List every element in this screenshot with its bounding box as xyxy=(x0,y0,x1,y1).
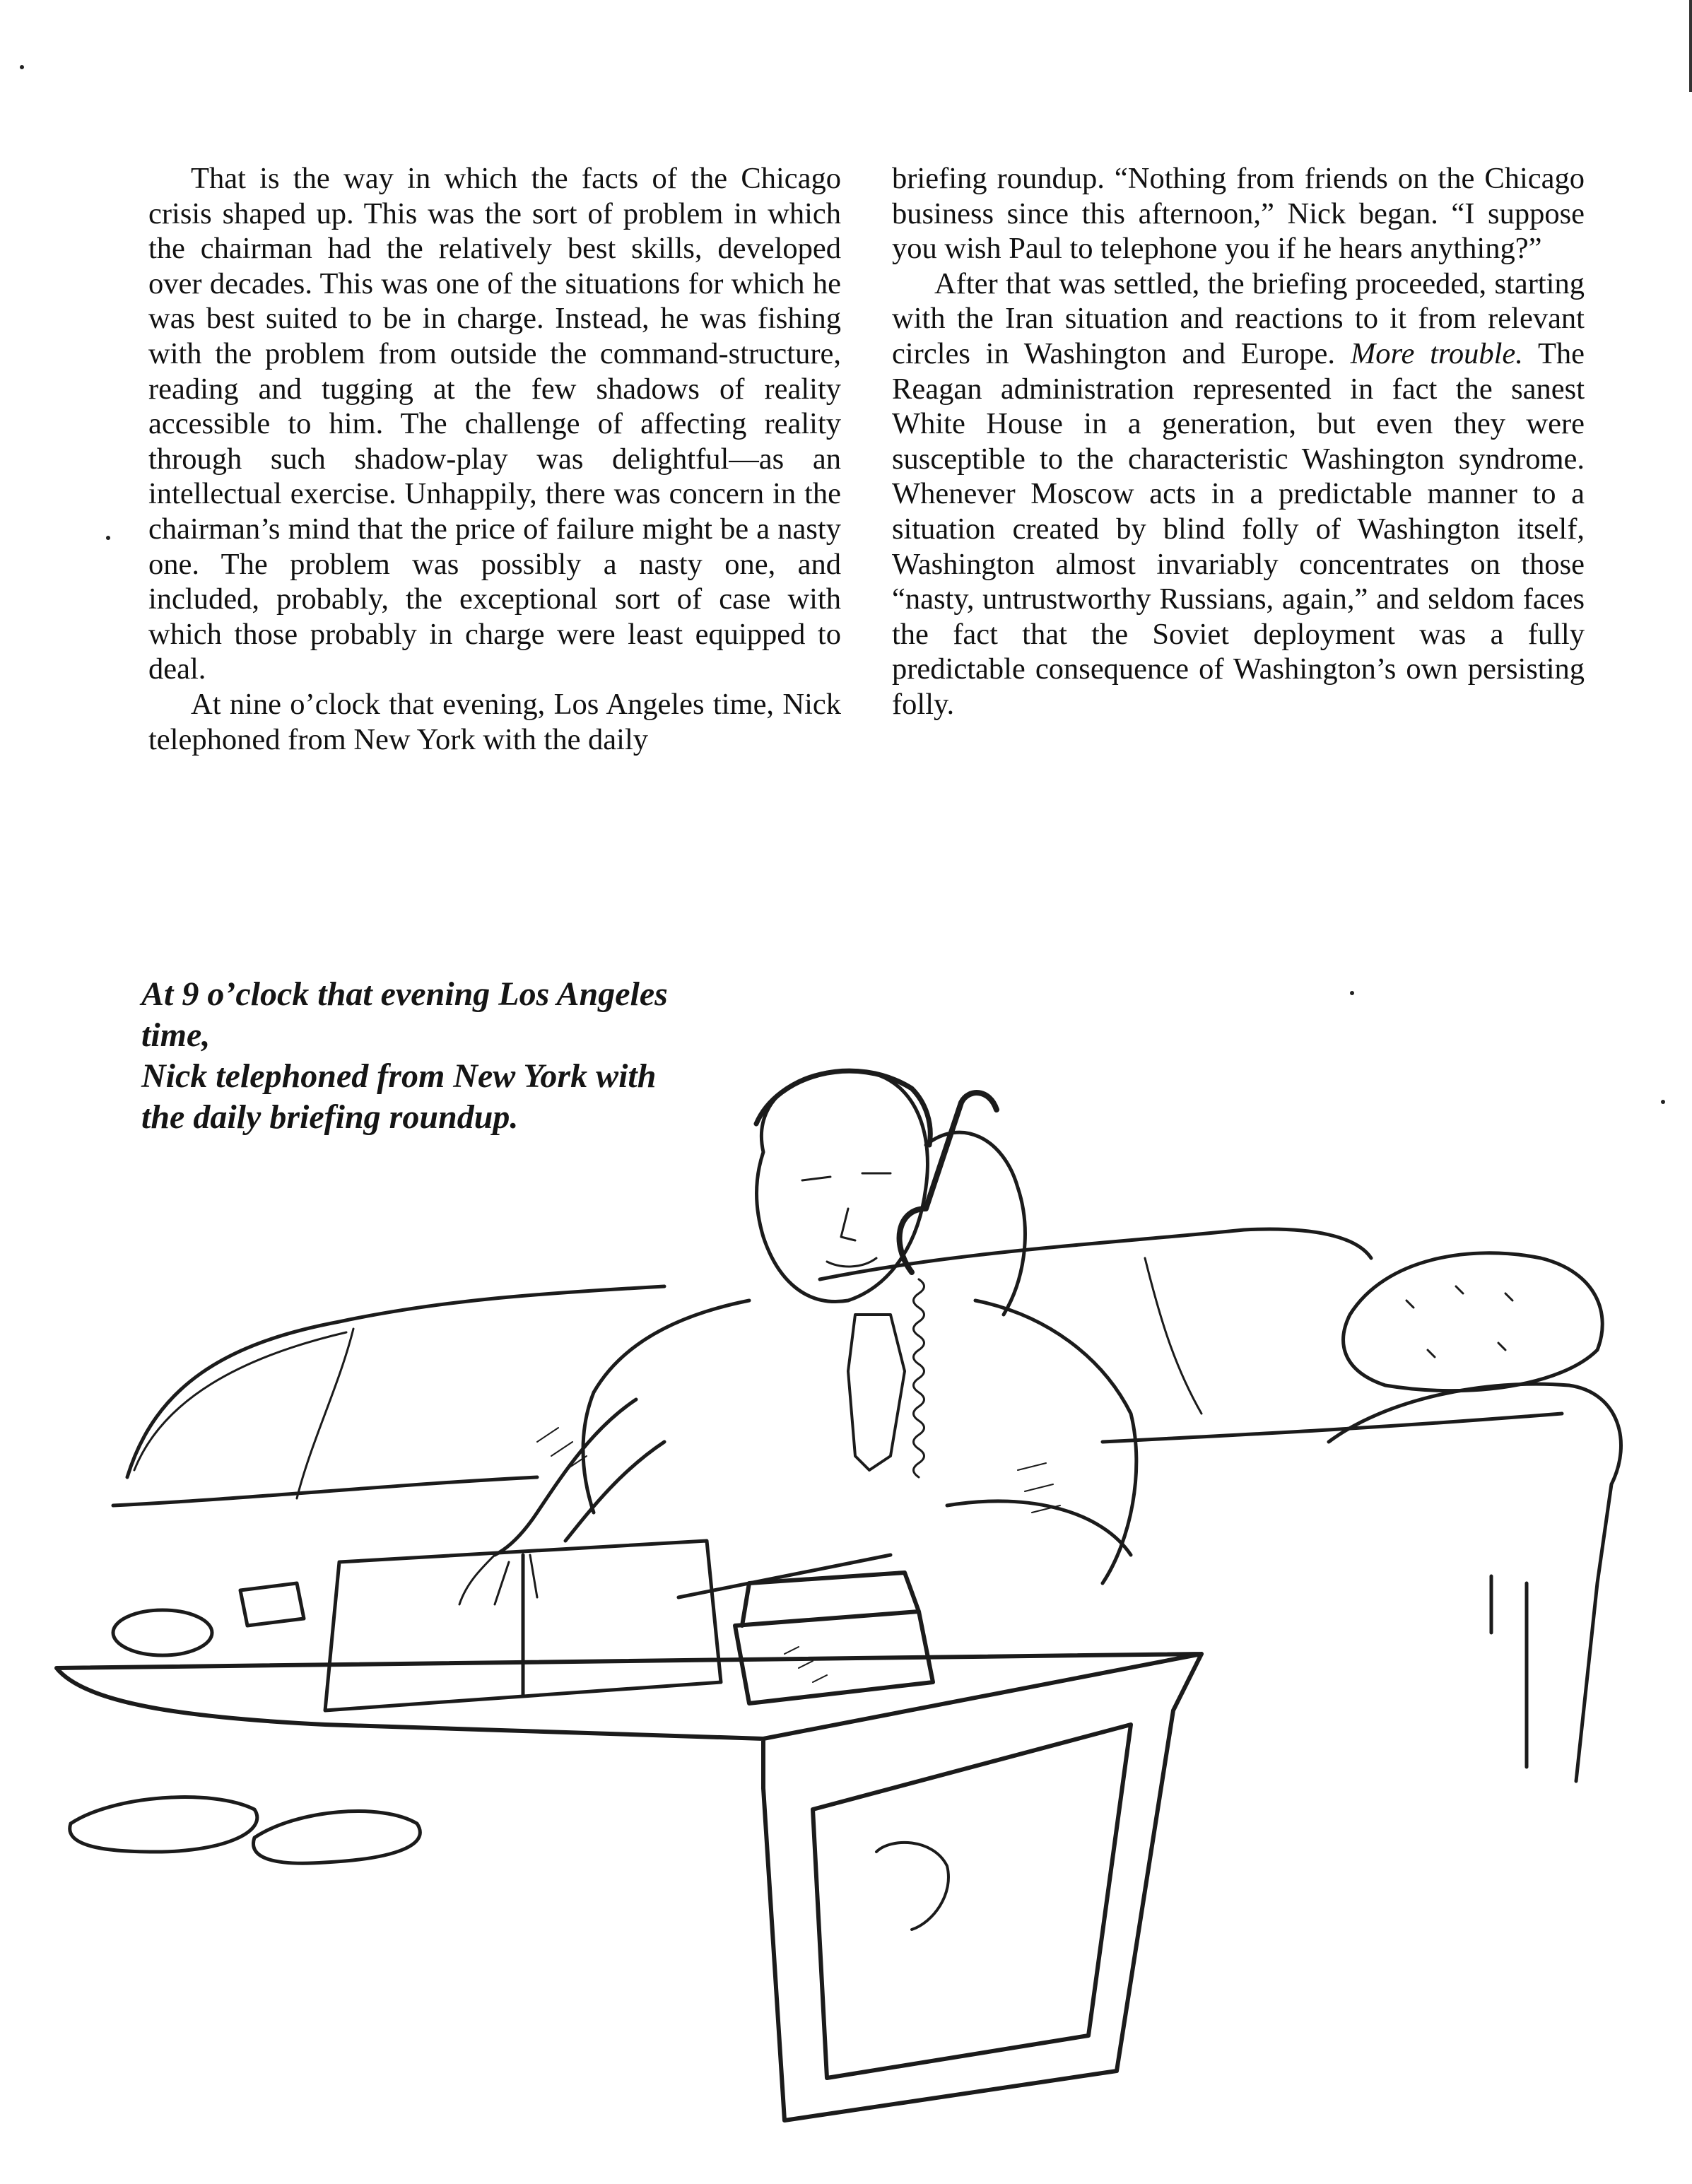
foot xyxy=(876,1843,948,1930)
couch-back-sketch xyxy=(134,1258,1202,1498)
page-edge-rule xyxy=(1689,0,1692,92)
sketch-illustration xyxy=(42,1046,1668,2149)
couch-back xyxy=(127,1229,1371,1477)
man-hair xyxy=(756,1071,930,1145)
paragraph-text: After that was settled, the briefing proceeded, starting with the Iran situation and reactions to it from relevant circles in Washington and Europe. xyxy=(892,266,1585,370)
caption-line: the daily briefing roundup. xyxy=(141,1098,519,1136)
slippers xyxy=(70,1797,421,1864)
phone-cord xyxy=(914,1279,924,1477)
paragraph-text: The Reagan administration represented in fact the sanest White House in a generation, but even they were susceptible to the characteristic Washington syndrome. Whenever Moscow acts in a predictable manner to a situation created by blind folly of Washington itself, Washington almost invariably concentrates on those “nasty, untrustworthy Russians, again,” and seldom faces the fact that the Soviet deployment was a fully predictable consequence of Washington’s own persisting folly. xyxy=(892,336,1585,721)
article-column-right xyxy=(892,161,1585,722)
coffee-table-top xyxy=(57,1654,1202,1788)
paragraph xyxy=(892,266,1585,722)
crossed-legs xyxy=(678,1501,1131,1597)
emphasis-text: More trouble. xyxy=(1350,336,1523,370)
speck xyxy=(1350,991,1354,995)
cushion-tufts xyxy=(1406,1286,1512,1357)
couch-leg xyxy=(1491,1576,1527,1767)
caption-line: At 9 o’clock that evening Los Angeles time, xyxy=(141,975,668,1054)
speck xyxy=(106,536,110,540)
paragraph: At nine o’clock that evening, Los Angeles time, Nick telephoned from New York with the daily xyxy=(148,687,841,756)
hatching xyxy=(537,1428,1060,1682)
phone-base xyxy=(735,1573,933,1703)
small-box xyxy=(240,1583,304,1626)
article-column-left xyxy=(148,161,841,757)
hand xyxy=(459,1555,537,1604)
speck xyxy=(20,65,24,69)
couch-seat xyxy=(113,1414,1562,1505)
caption-line: Nick telephoned from New York with xyxy=(141,1057,657,1095)
open-book xyxy=(325,1541,721,1710)
tie xyxy=(848,1315,905,1470)
phone-handset xyxy=(900,1093,997,1272)
ashtray xyxy=(113,1610,212,1655)
cushion xyxy=(1344,1253,1603,1391)
paragraph: briefing roundup. “Nothing from friends on the Chicago business since this afternoon,” Nick began. “I suppose you wish Paul to telephone you if he hears anything?” xyxy=(892,162,1585,266)
armrest xyxy=(1329,1384,1621,1781)
man-face xyxy=(802,1173,891,1267)
paragraph: That is the way in which the facts of the Chicago crisis shaped up. This was the sort of problem in which the chairman had the relatively best skills, developed over decades. This was one of the situations for which he was best suited to be in charge. Instead, he was fishing with the problem from outside the command-structure, reading and tugging at the few shadows of reality accessible to him. The challenge of affecting reality through such shadow-play was delightful—as an intellectual exercise. Unhappily, there was concern in the chairman’s mind that the price of failure might be a nasty one. The problem was possibly a nasty one, and included, probably, the exceptional sort of case with which those probably in charge were least equipped to deal. xyxy=(148,162,841,686)
